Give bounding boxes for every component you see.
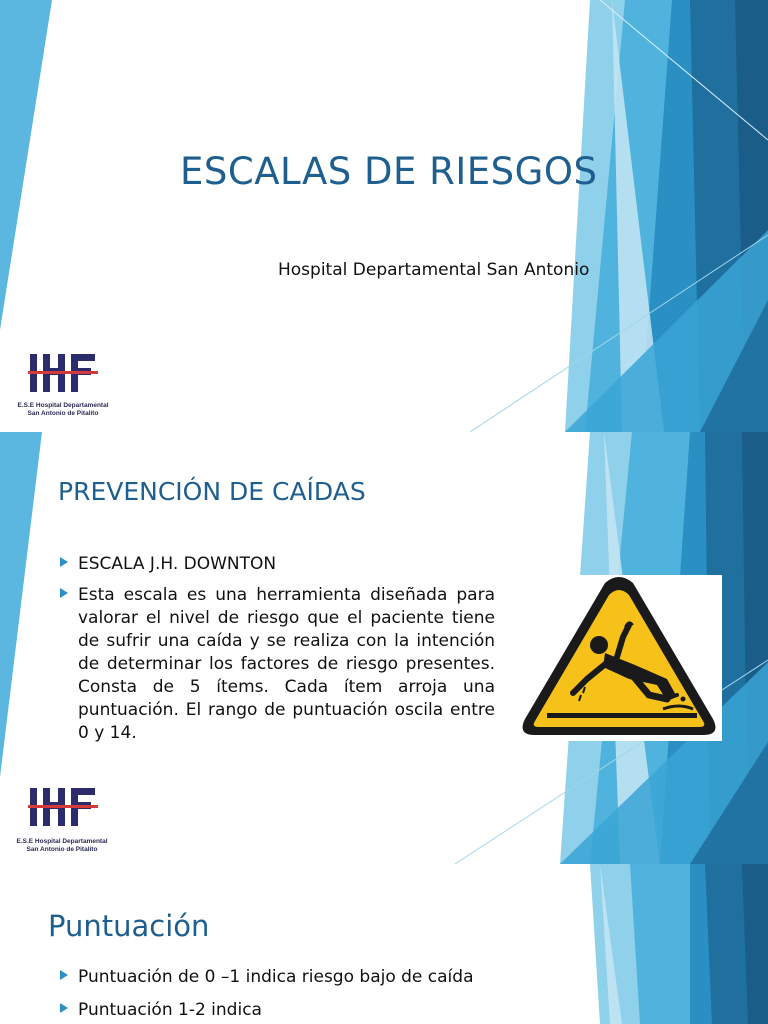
bullet-arrow-icon [60, 970, 68, 980]
logo-line-2: San Antonio de Pitalito [26, 846, 98, 853]
logo-line-1: E.S.E Hospital Departamental [17, 402, 109, 409]
slide-subtitle: Hospital Departamental San Antonio [278, 260, 590, 280]
bullet-text: Esta escala es una herramienta diseñada para valorar el nivel de riesgo que el paciente tiene de sufrir una caída y se realiza con la intención de determinar los factores de riesgo presentes. Consta de 5 ítems. Cada ítem arroja una puntuación. El rango de puntuación oscila entre 0 y 14. [78, 585, 495, 743]
bullet-arrow-icon [60, 588, 68, 598]
title-slide [0, 0, 768, 432]
fall-prevention-slide [0, 432, 768, 864]
list-item [58, 584, 495, 745]
section-heading: PREVENCIÓN DE CAÍDAS [58, 477, 366, 506]
bullet-text: Puntuación 1-2 indica [78, 1000, 262, 1020]
section-heading: Puntuación [48, 909, 210, 943]
hospital-logo [12, 350, 114, 418]
bullet-arrow-icon [60, 1003, 68, 1013]
bullet-arrow-icon [60, 557, 68, 567]
bullet-list [58, 966, 558, 1024]
scoring-slide [0, 864, 768, 1024]
logo-line-2: San Antonio de Pitalito [27, 410, 99, 417]
hospital-logo [6, 782, 118, 854]
list-item [58, 999, 558, 1022]
slippery-floor-warning-icon [517, 575, 722, 741]
bullet-text: Puntuación de 0 –1 indica riesgo bajo de caída [78, 967, 474, 987]
bullet-list [58, 553, 495, 753]
ihf-logo-mark [12, 350, 114, 398]
ihf-logo-mark [6, 782, 118, 834]
wet-floor-warning-sign [517, 575, 722, 741]
list-item [58, 553, 495, 576]
title-slide-decoration [0, 0, 768, 432]
logo-line-1: E.S.E Hospital Departamental [16, 838, 108, 845]
slide-title: ESCALAS DE RIESGOS [180, 150, 598, 193]
list-item [58, 966, 558, 989]
bullet-text: ESCALA J.H. DOWNTON [78, 554, 277, 574]
